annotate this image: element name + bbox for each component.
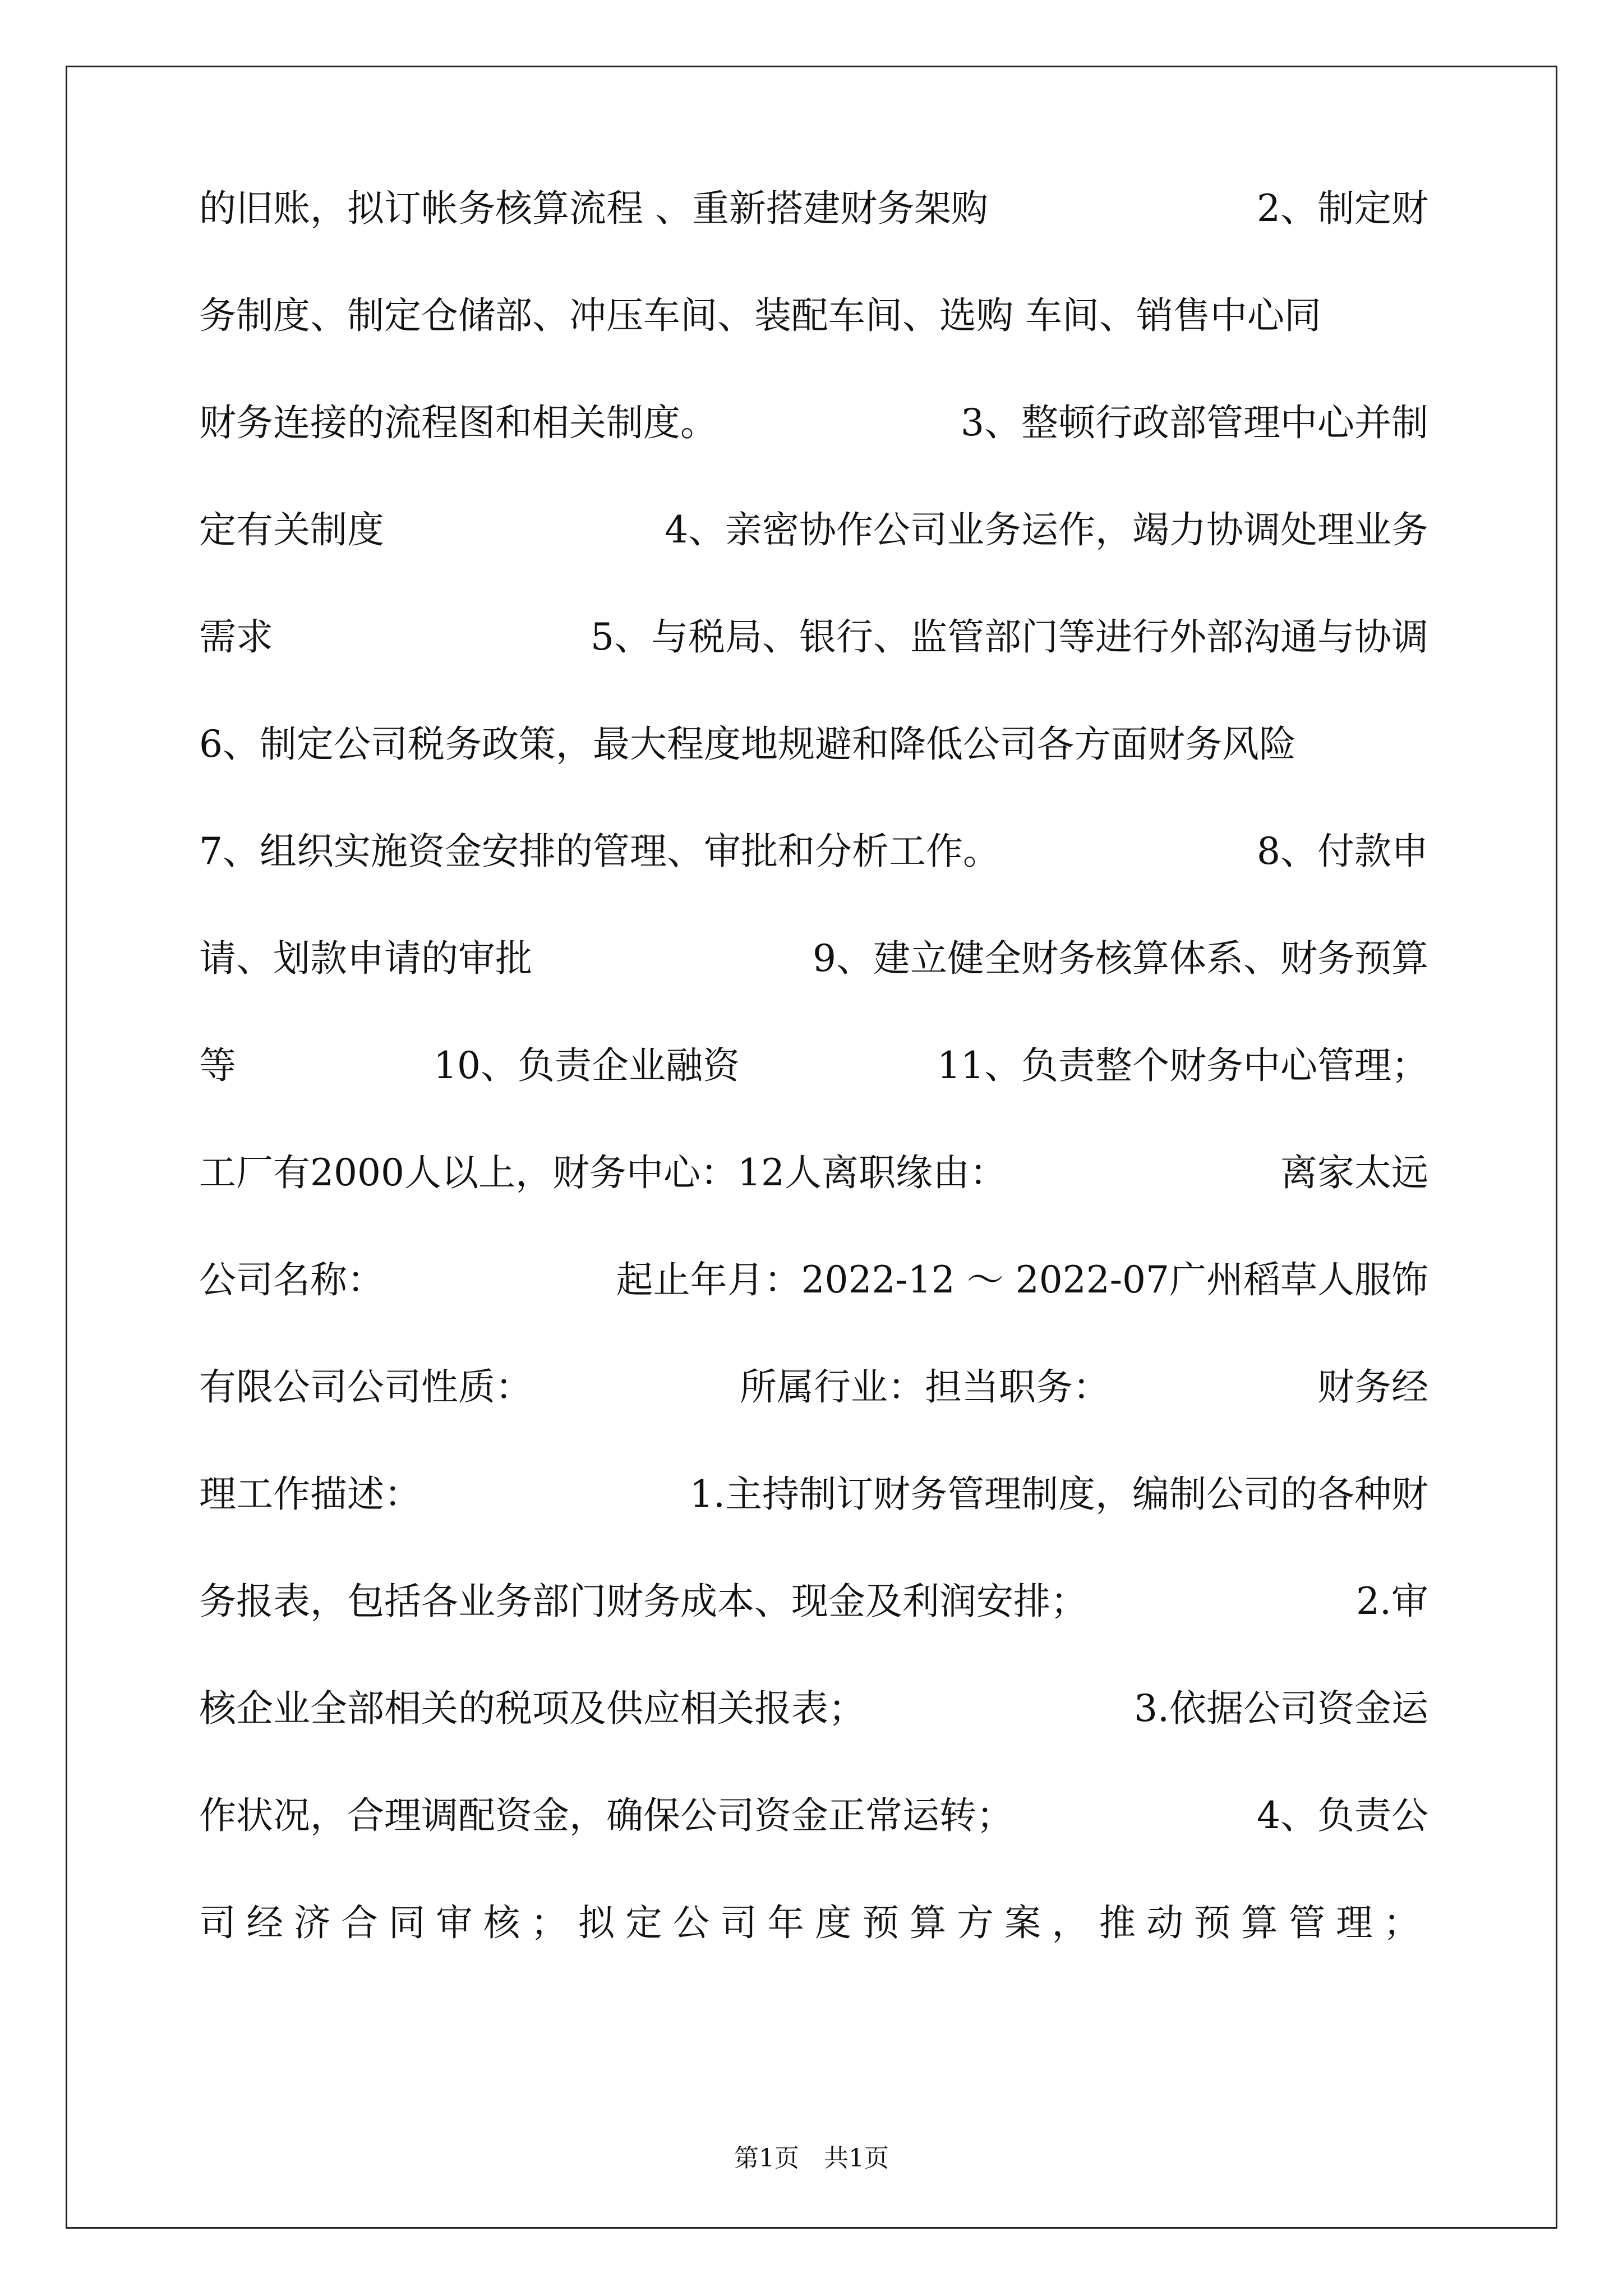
text-segment: 定有关制度 <box>199 508 384 551</box>
text-segment: 起止年月：2022-12 ～ 2022-07广州稻草人服饰 <box>616 1258 1428 1301</box>
text-line <box>199 711 1428 778</box>
text-segment: 所属行业：担当职务： <box>740 1365 1110 1409</box>
text-segment: 理工作描述： <box>199 1473 421 1516</box>
text-line <box>199 1461 1428 1528</box>
text-line <box>199 1782 1428 1849</box>
text-segment: 请、划款申请的审批 <box>199 937 532 980</box>
text-line <box>199 175 1428 242</box>
text-segment: 8、付款申 <box>1257 830 1428 873</box>
text-segment: 公司名称： <box>199 1258 384 1301</box>
text-segment: 等 <box>199 1044 236 1087</box>
text-line <box>199 1139 1428 1207</box>
text-line <box>199 818 1428 885</box>
text-line <box>199 1675 1428 1742</box>
text-segment: 3、整顿行政部管理中心并制 <box>961 401 1428 444</box>
text-line <box>199 1568 1428 1635</box>
text-segment: 1.主持制订财务管理制度，编制公司的各种财 <box>690 1473 1428 1516</box>
page-footer: 第1页 共1页 <box>734 2144 889 2173</box>
text-line <box>199 389 1428 457</box>
text-segment: 需求 <box>199 615 273 659</box>
text-segment: 作状况，合理调配资金，确保公司资金正常运转； <box>199 1794 1013 1837</box>
text-line <box>199 282 1428 349</box>
text-segment: 司经济合同审核；拟定公司年度预算方案，推动预算管理； <box>199 1902 1431 1944</box>
text-segment: 务报表，包括各业务部门财务成本、现金及利润安排； <box>199 1580 1087 1623</box>
text-segment: 4、负责公 <box>1257 1794 1428 1837</box>
text-segment: 财务经 <box>1317 1365 1428 1409</box>
text-segment: 务制度、制定仓储部、冲压车间、装配车间、选购 车间、销售中心同 <box>199 294 1321 337</box>
text-segment: 7、组织实施资金安排的管理、审批和分析工作。 <box>199 830 1000 873</box>
text-segment: 5、与税局、银行、监管部门等进行外部沟通与协调 <box>591 615 1428 659</box>
text-line <box>199 496 1428 564</box>
text-line <box>199 925 1428 992</box>
text-segment: 11、负责整个财务中心管理； <box>937 1044 1428 1087</box>
text-segment: 2、制定财 <box>1257 187 1428 230</box>
text-segment: 的旧账，拟订帐务核算流程 、重新搭建财务架购 <box>199 187 988 230</box>
text-line <box>199 1246 1428 1314</box>
text-line <box>199 1032 1428 1099</box>
text-segment: 3.依据公司资金运 <box>1134 1687 1428 1730</box>
text-segment: 离家太远 <box>1280 1151 1428 1194</box>
text-segment: 9、建立健全财务核算体系、财务预算 <box>813 937 1428 980</box>
text-line <box>199 1354 1428 1421</box>
text-segment: 财务连接的流程图和相关制度。 <box>199 401 717 444</box>
text-segment: 工厂有2000人以上，财务中心：12人离职缘由： <box>199 1151 1007 1194</box>
text-segment: 有限公司公司性质： <box>199 1365 532 1409</box>
text-segment: 6、制定公司税务政策，最大程度地规避和降低公司各方面财务风险 <box>199 723 1296 766</box>
text-line <box>199 604 1428 671</box>
text-segment: 2.审 <box>1356 1580 1428 1623</box>
text-segment: 10、负责企业融资 <box>434 1044 740 1087</box>
text-line <box>199 1889 1431 1957</box>
text-segment: 核企业全部相关的税项及供应相关报表； <box>199 1687 865 1730</box>
text-segment: 4、亲密协作公司业务运作，竭力协调处理业务 <box>665 508 1428 551</box>
